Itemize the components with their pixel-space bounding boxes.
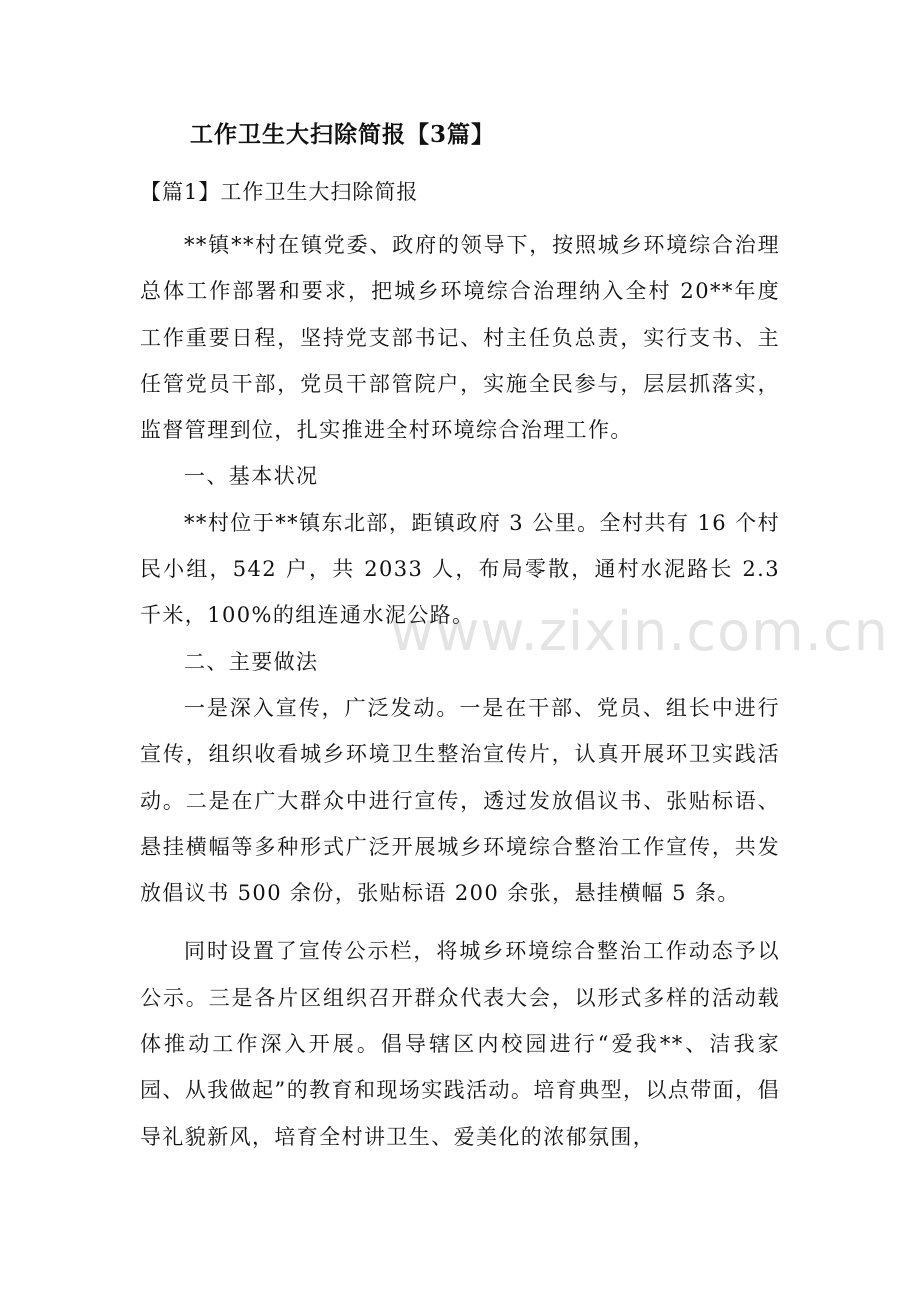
paragraph-basic-situation: **村位于**镇东北部，距镇政府 3 公里。全村共有 16 个村民小组，542 户，共 2033 人，布局零散，通村水泥路长 2.3 千米，100%的组连通水泥公路。 [140,510,780,628]
paragraph-intro: **镇**村在镇党委、政府的领导下，按照城乡环境综合治理总体工作部署和要求，把城乡环境综合治理纳入全村 20**年度工作重要日程，坚持党支部书记、村主任负总责，实行支书、主任管党员干部，党员干部管院户，实施全民参与，层层抓落实，监督管理到位，扎实推进全村环境综合治理工作。 [140,233,780,443]
paragraph-publicity: 一是深入宣传，广泛发动。一是在干部、党员、组长中进行宣传，组织收看城乡环境卫生整治宣传片，认真开展环卫实践活动。二是在广大群众中进行宣传，透过发放倡议书、张贴标语、悬挂横幅等多种形式广泛开展城乡环境综合整治工作宣传，共发放倡议书 500 余份，张贴标语 200 余张，悬挂横幅 5 条。 [140,695,780,906]
document-title: 工作卫生大扫除简报【3篇】 [190,121,496,148]
heading-main-methods: 二、主要做法 [184,649,319,674]
paragraph-publicity-continued: 同时设置了宣传公示栏，将城乡环境综合整治工作动态予以公示。三是各片区组织召开群众代表大会，以形式多样的活动载体推动工作深入开展。倡导辖区内校园进行“爱我**、洁我家园、从我做起”的教育和现场实践活动。培育典型，以点带面，倡导礼貌新风，培育全村讲卫生、爱美化的浓郁氛围， [140,939,780,1149]
watermark-text: www.zixin.com.cn [390,600,889,663]
heading-basic-situation: 一、基本状况 [184,464,319,489]
section-heading: 【篇1】工作卫生大扫除简报 [140,180,419,204]
document-body [140,222,780,1160]
